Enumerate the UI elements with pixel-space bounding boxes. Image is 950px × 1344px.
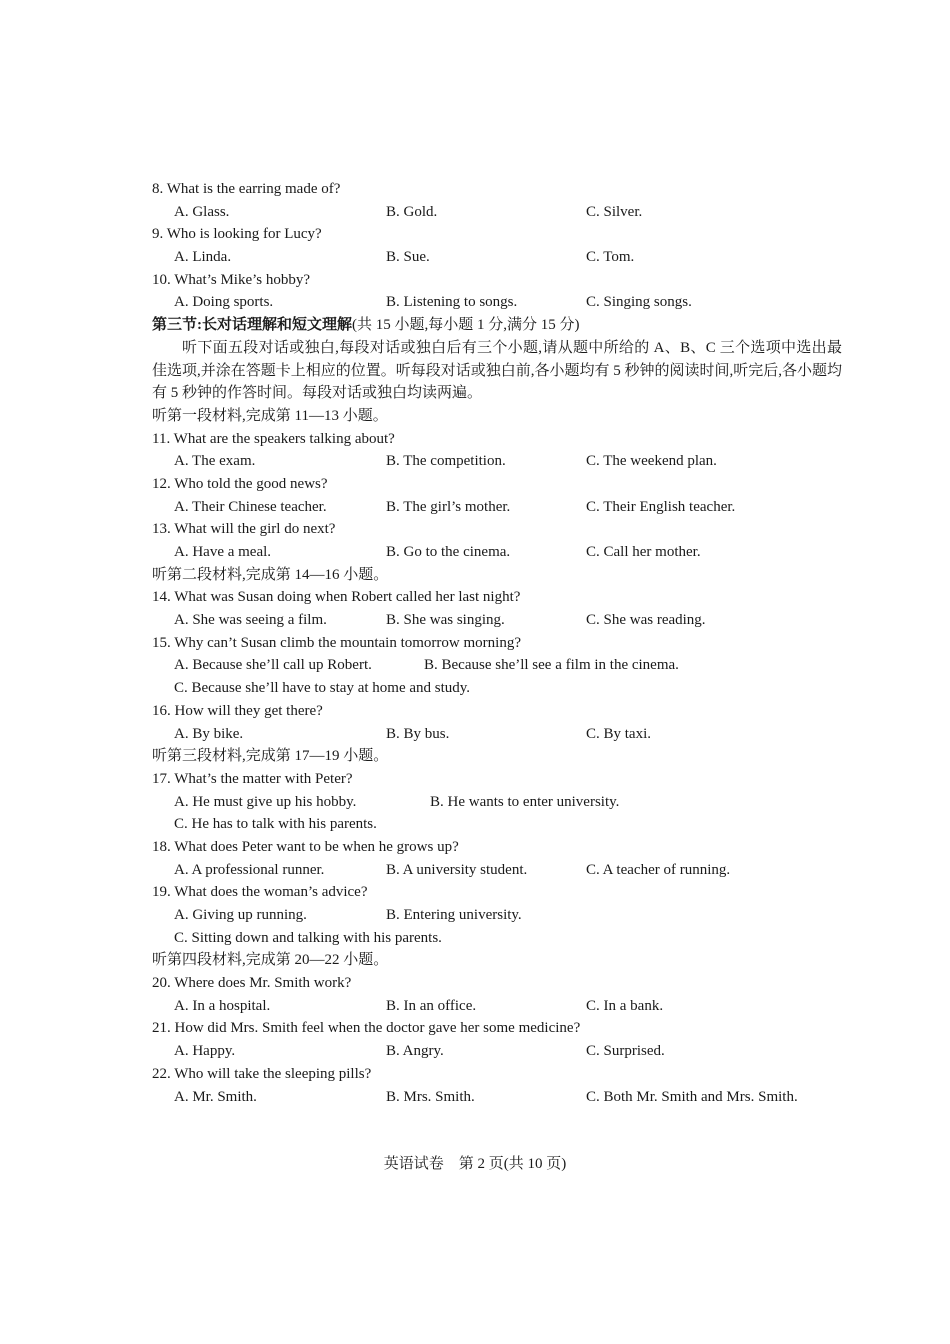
options-21 bbox=[152, 1040, 842, 1063]
option-c: C. Silver. bbox=[586, 203, 643, 220]
group-label-4: 听第四段材料,完成第 20—22 小题。 bbox=[152, 952, 389, 969]
exam-content bbox=[152, 178, 842, 1108]
option-a: A. Glass. bbox=[174, 203, 230, 220]
options-19-ab bbox=[152, 904, 842, 927]
options-20 bbox=[152, 995, 842, 1018]
question-22: 22. Who will take the sleeping pills? bbox=[152, 1065, 372, 1082]
option-a: A. By bike. bbox=[174, 725, 244, 742]
option-a: A. A professional runner. bbox=[174, 861, 325, 878]
options-19-c bbox=[152, 927, 842, 950]
option-b: B. She was singing. bbox=[386, 612, 505, 629]
options-12 bbox=[152, 496, 842, 519]
option-c: C. The weekend plan. bbox=[586, 453, 717, 470]
option-a: A. Linda. bbox=[174, 249, 232, 266]
option-c: C. Tom. bbox=[586, 249, 635, 266]
option-c: C. Because she’ll have to stay at home and study. bbox=[174, 680, 471, 697]
option-a: A. Mr. Smith. bbox=[174, 1088, 257, 1105]
options-15-ab bbox=[152, 654, 842, 677]
option-c: C. Call her mother. bbox=[586, 544, 701, 561]
option-b: B. The competition. bbox=[386, 453, 506, 470]
option-b: B. A university student. bbox=[386, 861, 528, 878]
option-c: C. Both Mr. Smith and Mrs. Smith. bbox=[586, 1088, 798, 1105]
question-13: 13. What will the girl do next? bbox=[152, 521, 336, 538]
option-b: B. Angry. bbox=[386, 1043, 444, 1060]
question-21: 21. How did Mrs. Smith feel when the doctor gave her some medicine? bbox=[152, 1020, 581, 1037]
question-10: 10. What’s Mike’s hobby? bbox=[152, 271, 311, 288]
option-c: C. A teacher of running. bbox=[586, 861, 731, 878]
question-12: 12. Who told the good news? bbox=[152, 475, 328, 492]
options-8 bbox=[152, 201, 842, 224]
section-title: 第三节:长对话理解和短文理解 bbox=[152, 317, 352, 334]
option-c: C. Their English teacher. bbox=[586, 498, 736, 515]
options-18 bbox=[152, 859, 842, 882]
question-9: 9. Who is looking for Lucy? bbox=[152, 226, 322, 243]
options-15-c bbox=[152, 677, 842, 700]
option-a: A. In a hospital. bbox=[174, 997, 271, 1014]
options-16 bbox=[152, 723, 842, 746]
option-c: C. Surprised. bbox=[586, 1043, 665, 1060]
options-9 bbox=[152, 246, 842, 269]
option-b: B. In an office. bbox=[386, 997, 477, 1014]
section-scoring: (共 15 小题,每小题 1 分,满分 15 分) bbox=[352, 317, 580, 334]
question-18: 18. What does Peter want to be when he grows up? bbox=[152, 838, 459, 855]
option-c: C. He has to talk with his parents. bbox=[174, 816, 377, 833]
option-b: B. The girl’s mother. bbox=[386, 498, 511, 515]
option-a: A. She was seeing a film. bbox=[174, 612, 327, 629]
option-a: A. Giving up running. bbox=[174, 907, 307, 924]
options-14 bbox=[152, 609, 842, 632]
question-14: 14. What was Susan doing when Robert called her last night? bbox=[152, 589, 521, 606]
option-b: B. Listening to songs. bbox=[386, 294, 518, 311]
option-b: B. Mrs. Smith. bbox=[386, 1088, 475, 1105]
option-a: A. Have a meal. bbox=[174, 544, 272, 561]
option-b: B. By bus. bbox=[386, 725, 450, 742]
options-22 bbox=[152, 1086, 842, 1109]
question-16: 16. How will they get there? bbox=[152, 702, 323, 719]
group-label-3: 听第三段材料,完成第 17—19 小题。 bbox=[152, 748, 389, 765]
option-b: B. Gold. bbox=[386, 203, 438, 220]
option-c: C. Sitting down and talking with his parents. bbox=[174, 929, 442, 946]
option-b: B. Sue. bbox=[386, 249, 430, 266]
option-a: A. He must give up his hobby. bbox=[174, 793, 357, 810]
option-a: A. The exam. bbox=[174, 453, 256, 470]
options-17-ab bbox=[152, 791, 842, 814]
question-19: 19. What does the woman’s advice? bbox=[152, 884, 368, 901]
question-11: 11. What are the speakers talking about? bbox=[152, 430, 395, 447]
options-17-c bbox=[152, 813, 842, 836]
option-c: C. By taxi. bbox=[586, 725, 652, 742]
options-10 bbox=[152, 291, 842, 314]
question-17: 17. What’s the matter with Peter? bbox=[152, 770, 353, 787]
option-b: B. Entering university. bbox=[386, 907, 522, 924]
option-c: C. In a bank. bbox=[586, 997, 664, 1014]
option-c: C. She was reading. bbox=[586, 612, 706, 629]
page-footer: 英语试卷 第 2 页(共 10 页) bbox=[383, 1156, 567, 1172]
group-label-2: 听第二段材料,完成第 14—16 小题。 bbox=[152, 566, 389, 583]
section-heading bbox=[152, 314, 842, 337]
option-c: C. Singing songs. bbox=[586, 294, 692, 311]
option-a: A. Happy. bbox=[174, 1043, 236, 1060]
option-a: A. Their Chinese teacher. bbox=[174, 498, 327, 515]
options-13 bbox=[152, 541, 842, 564]
question-15: 15. Why can’t Susan climb the mountain tomorrow morning? bbox=[152, 634, 521, 651]
option-a: A. Doing sports. bbox=[174, 294, 274, 311]
options-11 bbox=[152, 450, 842, 473]
section-instructions: 听下面五段对话或独白,每段对话或独白后有三个小题,请从题中所给的 A、B、C 三个选项中选出最佳选项,并涂在答题卡上相应的位置。听每段对话或独白前,各小题均有 5 秒钟的阅读时间,听完后,各小题均有 5 秒钟的作答时间。每段对话或独白均读两遍。 bbox=[152, 339, 843, 402]
option-a: A. Because she’ll call up Robert. bbox=[174, 657, 372, 674]
option-b: B. Because she’ll see a film in the cinema. bbox=[424, 657, 679, 674]
option-b: B. Go to the cinema. bbox=[386, 544, 511, 561]
question-8: 8. What is the earring made of? bbox=[152, 181, 341, 197]
option-b: B. He wants to enter university. bbox=[430, 793, 620, 810]
question-20: 20. Where does Mr. Smith work? bbox=[152, 975, 352, 992]
group-label-1: 听第一段材料,完成第 11—13 小题。 bbox=[152, 407, 388, 424]
